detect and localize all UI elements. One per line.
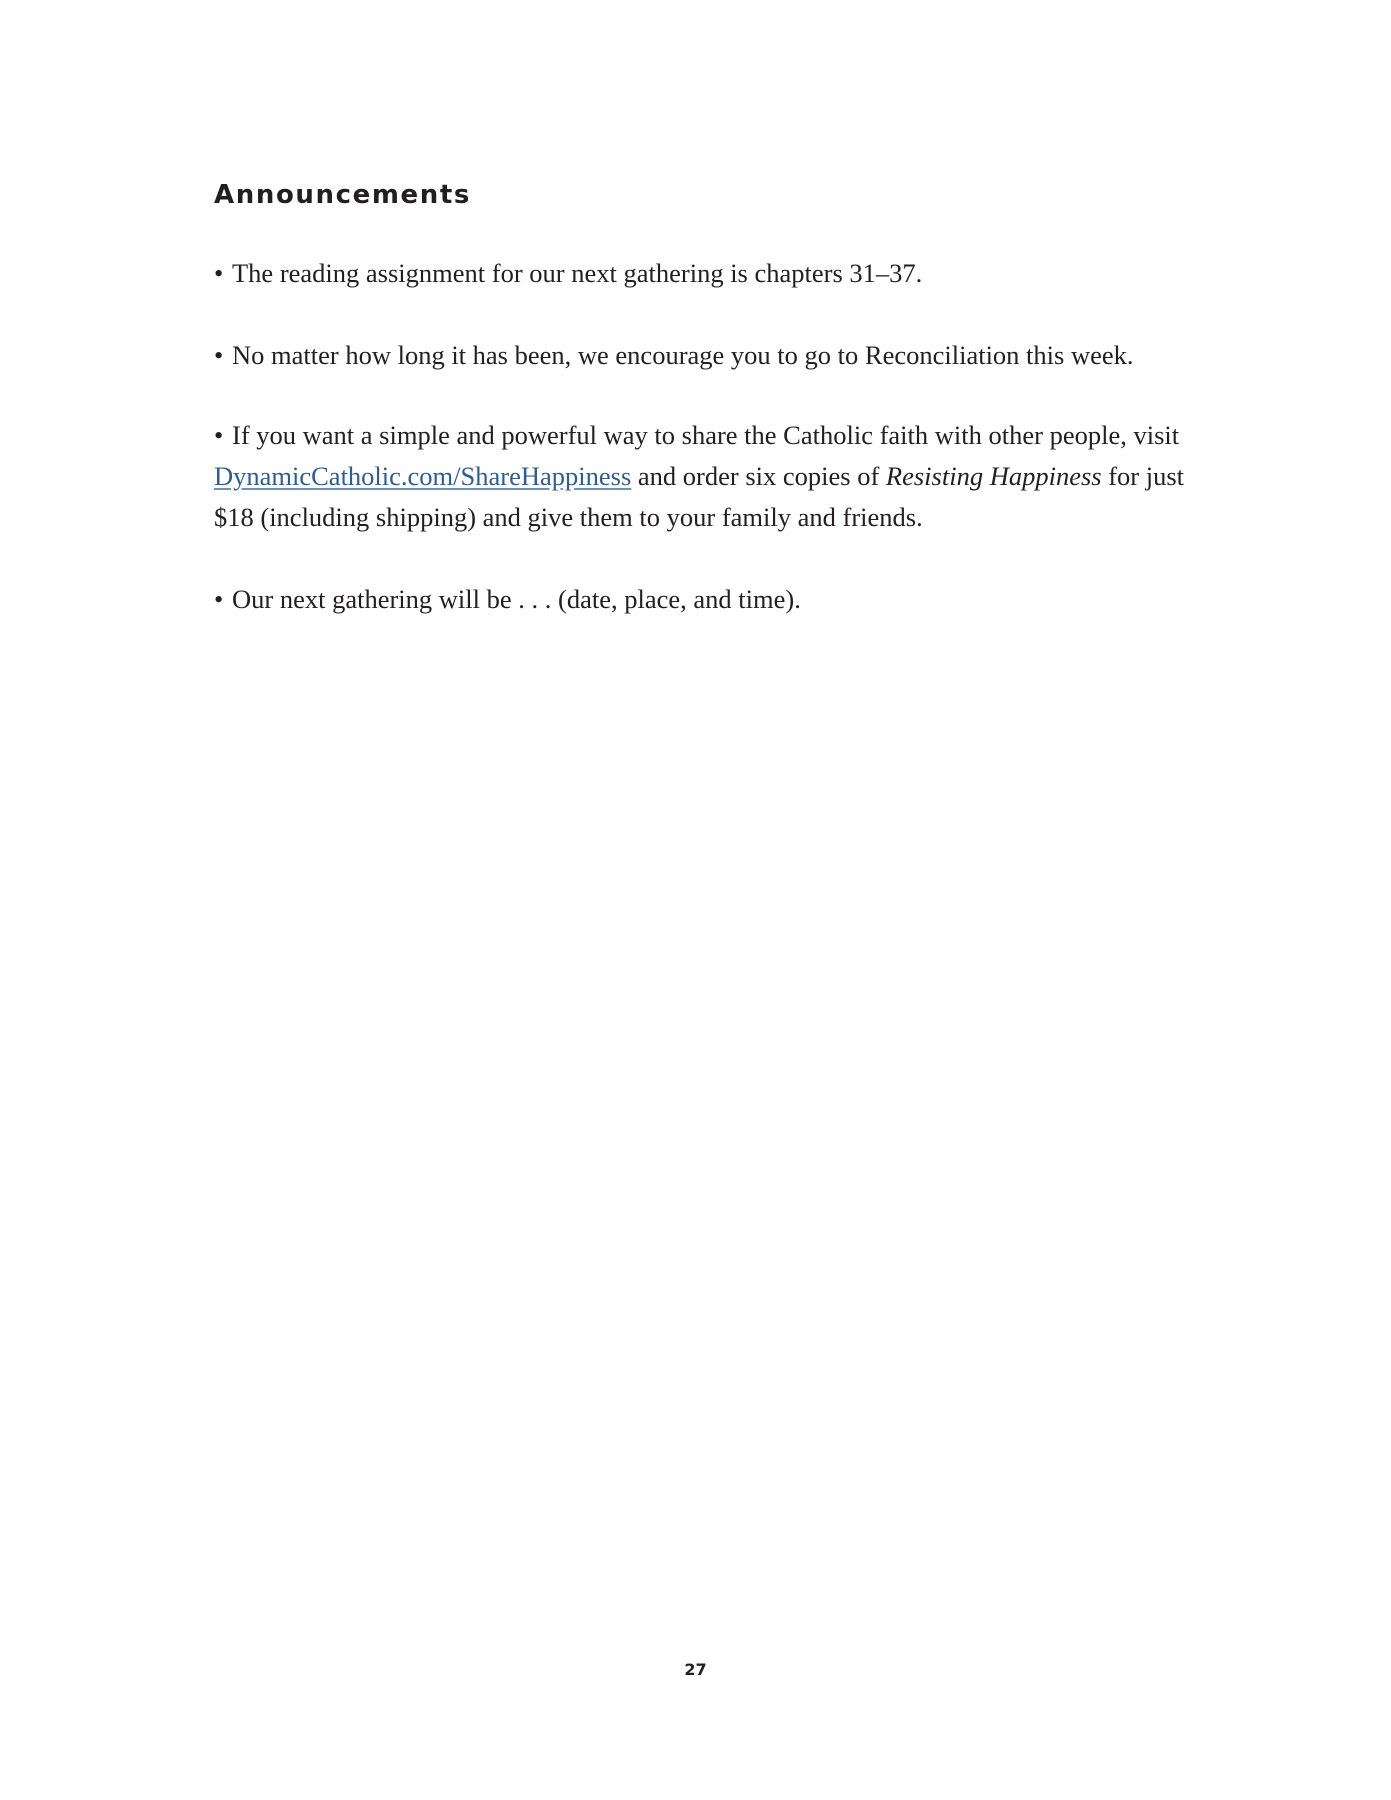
announcement-item-reading-assignment (214, 258, 922, 288)
announcement-text: $18 (including shipping) and give them to your family and friends. (214, 502, 923, 532)
announcement-text: If you want a simple and powerful way to share the Catholic faith with other people, visit (232, 420, 1180, 450)
announcement-item-next-gathering (214, 584, 801, 614)
announcement-text: Our next gathering will be . . . (date, place, and time). (232, 584, 801, 614)
section-heading: Announcements (214, 180, 472, 210)
announcement-text: and order six copies of (631, 461, 886, 491)
announcement-line (214, 461, 1184, 491)
announcement-item-reconciliation (214, 340, 1134, 370)
announcement-text: The reading assignment for our next gathering is chapters 31–37. (232, 258, 923, 288)
announcement-text: for just (1101, 461, 1185, 491)
book-title: Resisting Happiness (885, 461, 1102, 491)
bullet-icon: • (214, 258, 224, 288)
announcement-line (214, 502, 923, 532)
announcement-text: No matter how long it has been, we encourage you to go to Reconciliation this week. (232, 340, 1134, 370)
announcement-line (214, 420, 1179, 450)
bullet-icon: • (214, 584, 224, 614)
page-number: 27 (684, 1660, 707, 1679)
share-happiness-link[interactable]: DynamicCatholic.com/ShareHappiness (214, 461, 632, 491)
bullet-icon: • (214, 420, 224, 450)
bullet-icon: • (214, 340, 224, 370)
